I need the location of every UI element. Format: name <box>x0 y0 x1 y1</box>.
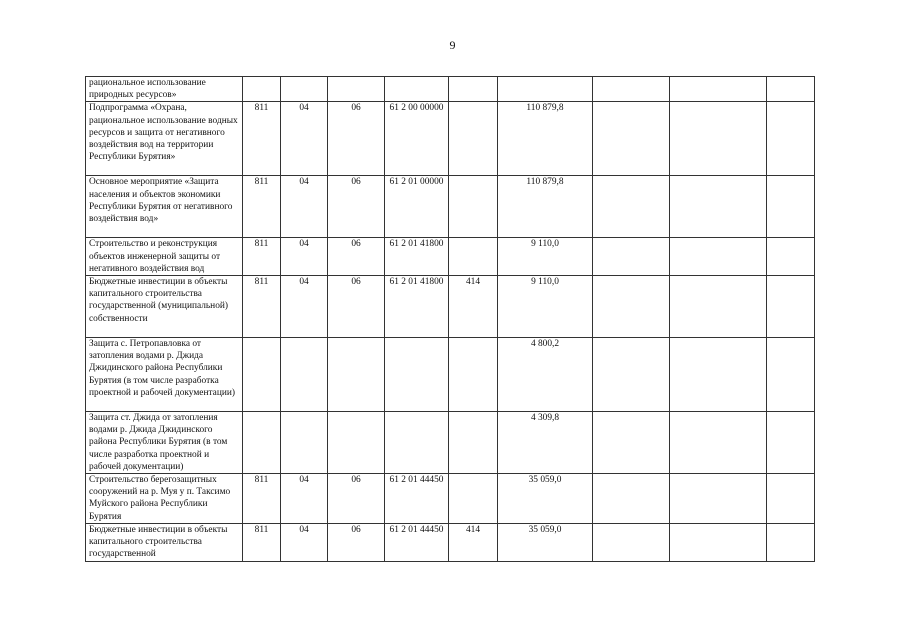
subsection-code: 06 <box>328 238 385 276</box>
row-name: Основное мероприятие «Защита населения и объектов экономики Республики Бурятия от негативного воздействия вод» <box>86 176 243 238</box>
row-name: рациональное использование природных ресурсов» <box>86 77 243 102</box>
target-code <box>385 338 449 412</box>
empty-cell <box>767 412 815 474</box>
table-row <box>86 338 815 412</box>
budget-table <box>85 76 815 562</box>
subsection-code: 06 <box>328 523 385 561</box>
target-code: 61 2 01 41800 <box>385 238 449 276</box>
empty-cell <box>767 474 815 524</box>
section-code <box>281 338 328 412</box>
admin-code: 811 <box>243 474 281 524</box>
expense-code <box>449 238 498 276</box>
empty-cell <box>593 77 670 102</box>
row-name: Защита ст. Джида от затопления водами р. Джида Джидинского района Республики Бурятия (в том числе разработка проектной и рабочей документации) <box>86 412 243 474</box>
subsection-code: 06 <box>328 474 385 524</box>
amount: 35 059,0 <box>498 474 593 524</box>
empty-cell <box>670 77 767 102</box>
expense-code <box>449 102 498 176</box>
admin-code <box>243 338 281 412</box>
empty-cell <box>767 176 815 238</box>
row-name: Строительство и реконструкция объектов инженерной защиты от негативного воздействия вод <box>86 238 243 276</box>
empty-cell <box>767 238 815 276</box>
expense-code: 414 <box>449 276 498 338</box>
empty-cell <box>670 238 767 276</box>
section-code: 04 <box>281 102 328 176</box>
empty-cell <box>670 102 767 176</box>
empty-cell <box>767 523 815 561</box>
table-row <box>86 176 815 238</box>
empty-cell <box>767 77 815 102</box>
expense-code <box>449 474 498 524</box>
amount: 110 879,8 <box>498 176 593 238</box>
admin-code <box>243 77 281 102</box>
target-code: 61 2 01 00000 <box>385 176 449 238</box>
section-code <box>281 77 328 102</box>
empty-cell <box>593 276 670 338</box>
row-name: Бюджетные инвестиции в объекты капитального строительства государственной <box>86 523 243 561</box>
amount: 9 110,0 <box>498 238 593 276</box>
admin-code <box>243 412 281 474</box>
target-code: 61 2 01 44450 <box>385 523 449 561</box>
empty-cell <box>767 338 815 412</box>
empty-cell <box>593 523 670 561</box>
empty-cell <box>593 412 670 474</box>
empty-cell <box>670 523 767 561</box>
empty-cell <box>670 338 767 412</box>
section-code: 04 <box>281 238 328 276</box>
empty-cell <box>767 276 815 338</box>
amount: 4 309,8 <box>498 412 593 474</box>
table-row <box>86 102 815 176</box>
section-code <box>281 412 328 474</box>
admin-code: 811 <box>243 238 281 276</box>
expense-code <box>449 77 498 102</box>
empty-cell <box>767 102 815 176</box>
empty-cell <box>670 412 767 474</box>
target-code: 61 2 01 41800 <box>385 276 449 338</box>
subsection-code <box>328 338 385 412</box>
section-code: 04 <box>281 176 328 238</box>
target-code: 61 2 00 00000 <box>385 102 449 176</box>
admin-code: 811 <box>243 176 281 238</box>
expense-code <box>449 338 498 412</box>
subsection-code <box>328 77 385 102</box>
empty-cell <box>593 474 670 524</box>
empty-cell <box>670 176 767 238</box>
target-code <box>385 77 449 102</box>
expense-code <box>449 176 498 238</box>
section-code: 04 <box>281 474 328 524</box>
admin-code: 811 <box>243 523 281 561</box>
section-code: 04 <box>281 276 328 338</box>
amount <box>498 77 593 102</box>
row-name: Подпрограмма «Охрана, рациональное использование водных ресурсов и защита от негативного воздействия вод на территории Республики Бурятия» <box>86 102 243 176</box>
section-code: 04 <box>281 523 328 561</box>
expense-code: 414 <box>449 523 498 561</box>
subsection-code: 06 <box>328 176 385 238</box>
subsection-code: 06 <box>328 102 385 176</box>
amount: 9 110,0 <box>498 276 593 338</box>
table-row <box>86 238 815 276</box>
empty-cell <box>670 474 767 524</box>
admin-code: 811 <box>243 276 281 338</box>
expense-code <box>449 412 498 474</box>
row-name: Защита с. Петропавловка от затопления водами р. Джида Джидинского района Республики Бурятия (в том числе разработка проектной и рабочей документации) <box>86 338 243 412</box>
empty-cell <box>593 102 670 176</box>
subsection-code <box>328 412 385 474</box>
empty-cell <box>593 338 670 412</box>
admin-code: 811 <box>243 102 281 176</box>
amount: 110 879,8 <box>498 102 593 176</box>
empty-cell <box>593 238 670 276</box>
empty-cell <box>593 176 670 238</box>
target-code: 61 2 01 44450 <box>385 474 449 524</box>
empty-cell <box>670 276 767 338</box>
table-row <box>86 77 815 102</box>
page-number: 9 <box>449 38 456 52</box>
amount: 35 059,0 <box>498 523 593 561</box>
table-row <box>86 276 815 338</box>
table-row <box>86 474 815 524</box>
subsection-code: 06 <box>328 276 385 338</box>
target-code <box>385 412 449 474</box>
amount: 4 800,2 <box>498 338 593 412</box>
row-name: Бюджетные инвестиции в объекты капитального строительства государственной (муниципальной) собственности <box>86 276 243 338</box>
table-row <box>86 523 815 561</box>
row-name: Строительство берегозащитных сооружений на р. Муя у п. Таксимо Муйского района Республики Бурятия <box>86 474 243 524</box>
table-row <box>86 412 815 474</box>
